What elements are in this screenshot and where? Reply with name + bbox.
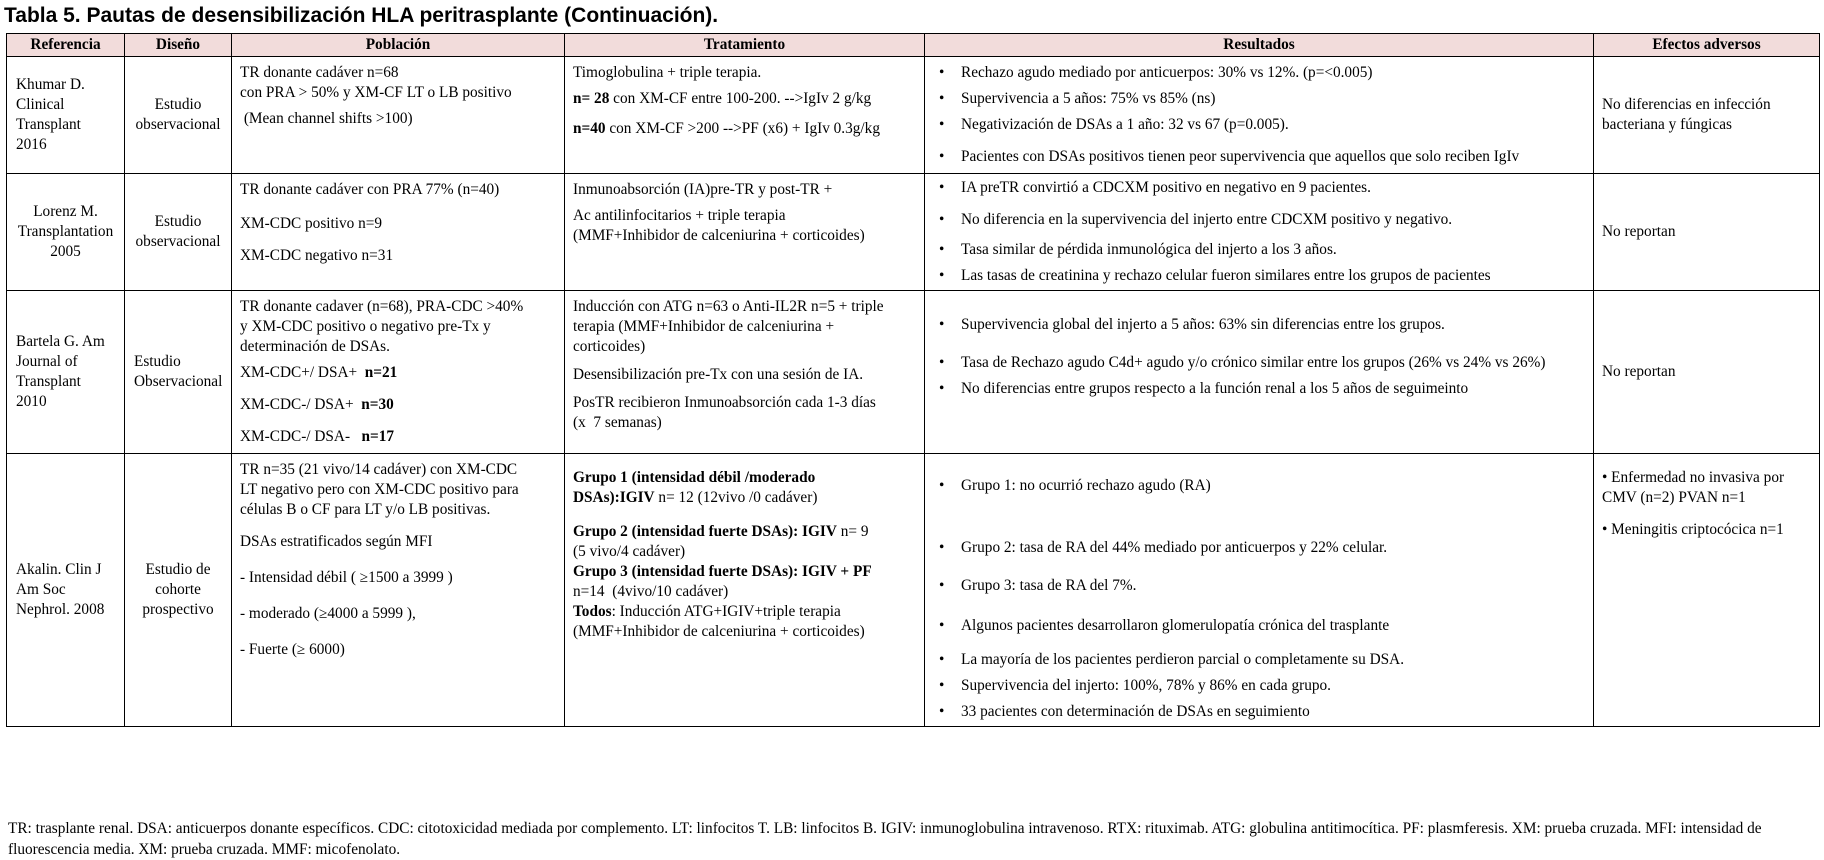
design-line: cohorte	[155, 581, 201, 598]
cell-efectos: No reportan	[1594, 174, 1820, 291]
text-line: Inducción con ATG n=63 o Anti-IL2R n=5 + triple	[573, 298, 884, 315]
text-line: Inmunoabsorción (IA)pre-TR y post-TR +	[573, 181, 833, 198]
text-span: XM-CDC-/ DSA-	[240, 428, 362, 445]
list-item-text: Negativización de DSAs a 1 año: 32 vs 67 (p=0.005).	[961, 116, 1289, 133]
cell-efectos: No diferencias en infección bacteriana y fúngicas	[1594, 57, 1820, 174]
list-item	[937, 538, 1585, 558]
text-line	[573, 522, 916, 542]
bullet-icon: •	[939, 64, 945, 81]
list-item-text: 33 pacientes con determinación de DSAs en seguimiento	[961, 703, 1310, 720]
list-item	[937, 147, 1585, 167]
list-item-text: Supervivencia a 5 años: 75% vs 85% (ns)	[961, 90, 1216, 107]
cell-diseno	[125, 454, 232, 727]
design-line: observacional	[135, 116, 221, 133]
text-line: (5 vivo/4 cadáver)	[573, 543, 686, 560]
cell-referencia	[7, 454, 125, 727]
cell-referencia	[7, 174, 125, 291]
design-line: observacional	[135, 233, 221, 250]
design-line: Observacional	[134, 373, 223, 390]
text-line: (MMF+Inhibidor de calceniurina + corticoides)	[573, 623, 865, 640]
bold-text: Grupo 2 (intensidad fuerte DSAs): IGIV	[573, 523, 837, 540]
bullet-icon: •	[939, 179, 945, 196]
header-diseno: Diseño	[125, 34, 232, 57]
list-item-text: Supervivencia del injerto: 100%, 78% y 86% en cada grupo.	[961, 677, 1331, 694]
bullet-icon: •	[939, 651, 945, 668]
bullet-icon: •	[939, 267, 945, 284]
text-span: con XM-CF entre 100-200. -->IgIv 2 g/kg	[609, 90, 872, 107]
cell-tratamiento	[565, 174, 925, 291]
text-line: LT negativo pero con XM-CDC positivo para	[240, 481, 519, 498]
design-line: Estudio de	[145, 561, 211, 578]
text-line: terapia (MMF+Inhibidor de calceniurina +	[573, 318, 835, 335]
text-line: DSAs estratificados según MFI	[240, 533, 433, 550]
text-line: - Intensidad débil ( ≥1500 a 3999 )	[240, 569, 453, 586]
cell-referencia	[7, 57, 125, 174]
list-item-text: Grupo 3: tasa de RA del 7%.	[961, 577, 1137, 594]
text-line: TR donante cadáver n=68	[240, 64, 399, 81]
list-item	[937, 178, 1585, 198]
bullet-icon: •	[939, 148, 945, 165]
list-item	[937, 379, 1585, 399]
text-line: - moderado (≥4000 a 5999 ),	[240, 605, 416, 622]
ref-line: 2005	[50, 243, 81, 260]
cell-diseno	[125, 291, 232, 454]
bullet-icon: •	[939, 316, 945, 333]
text-line: TR donante cadaver (n=68), PRA-CDC >40%	[240, 298, 524, 315]
bold-text: Grupo 3 (intensidad fuerte DSAs): IGIV + PF	[573, 563, 872, 580]
header-efectos: Efectos adversos	[1594, 34, 1820, 57]
bold-text: n=17	[361, 428, 395, 445]
list-item	[937, 266, 1585, 286]
list-item-text: No diferencias entre grupos respecto a la función renal a los 5 años de seguimeinto	[961, 380, 1469, 397]
design-line: Estudio	[154, 96, 202, 113]
cell-poblacion	[232, 291, 565, 454]
text-line: (Mean channel shifts >100)	[240, 110, 413, 127]
text-span: con XM-CF >200 -->PF (x6) + IgIv 0.3g/kg	[605, 120, 880, 137]
ref-line: Nephrol. 2008	[16, 601, 105, 618]
text-line	[573, 468, 916, 488]
table-row	[7, 454, 1820, 727]
bold-text: Todos	[573, 603, 612, 620]
text-line	[240, 427, 556, 447]
cell-referencia	[7, 291, 125, 454]
bullet-icon: •	[939, 577, 945, 594]
text-line	[240, 395, 556, 415]
cell-resultados	[925, 57, 1594, 174]
ref-line: 2016	[16, 136, 47, 153]
bullet-icon: •	[939, 703, 945, 720]
design-line: Estudio	[154, 213, 202, 230]
bullet-icon: •	[939, 116, 945, 133]
text-line: (x 7 semanas)	[573, 414, 662, 431]
cell-diseno	[125, 57, 232, 174]
ref-line: Clinical	[16, 96, 65, 113]
table-row	[7, 57, 1820, 174]
bullet-icon: •	[939, 90, 945, 107]
bullet-icon: •	[939, 211, 945, 228]
bold-text: Grupo 1 (intensidad débil /moderado	[573, 469, 816, 486]
text-line	[573, 602, 916, 622]
text-line: TR n=35 (21 vivo/14 cadáver) con XM-CDC	[240, 461, 518, 478]
text-line	[573, 488, 916, 508]
design-line: prospectivo	[142, 601, 214, 618]
list-item-text: Supervivencia global del injerto a 5 años: 63% sin diferencias entre los grupos.	[961, 316, 1445, 333]
text-line	[573, 562, 916, 582]
list-item-text: Tasa de Rechazo agudo C4d+ agudo y/o crónico similar entre los grupos (26% vs 24% vs 26%)	[961, 354, 1546, 371]
text-line: (MMF+Inhibidor de calceniurina + corticoides)	[573, 227, 865, 244]
text-span: XM-CDC+/ DSA+	[240, 364, 365, 381]
list-item-text: Las tasas de creatinina y rechazo celular fueron similares entre los grupos de pacientes	[961, 267, 1491, 284]
bullet-icon: •	[939, 380, 945, 397]
header-referencia: Referencia	[7, 34, 125, 57]
text-span: XM-CDC-/ DSA+	[240, 396, 362, 413]
ref-line: Transplantation	[17, 223, 114, 240]
list-item-text: No diferencia en la supervivencia del injerto entre CDCXM positivo y negativo.	[961, 211, 1453, 228]
adverse-effect-item: • Meningitis criptocócica n=1	[1602, 521, 1784, 538]
list-item	[937, 476, 1585, 496]
bold-text: n=40	[573, 120, 606, 137]
table-footnote: TR: trasplante renal. DSA: anticuerpos donante específicos. CDC: citotoxicidad mediada por complemento. LT: linfocitos T. LB: linfocitos B. IGIV: inmunoglobulina intravenoso. RTX: rituximab. ATG: globulina antitimocítica. PF: plasmferesis. XM: prueba cruzada. MFI: intensidad de fluorescencia media. XM: prueba cruzada. MMF: micofenolato.	[8, 820, 1762, 858]
cell-resultados	[925, 174, 1594, 291]
list-item-text: IA preTR convirtió a CDCXM positivo en negativo en 9 pacientes.	[961, 179, 1371, 196]
ref-line: 2010	[16, 393, 47, 410]
cell-diseno	[125, 174, 232, 291]
bold-text: DSAs):IGIV	[573, 489, 655, 506]
list-item	[937, 315, 1585, 335]
text-line	[240, 363, 556, 383]
cell-tratamiento	[565, 57, 925, 174]
text-line: XM-CDC negativo n=31	[240, 247, 394, 264]
table-row	[7, 174, 1820, 291]
bullet-icon: •	[939, 477, 945, 494]
text-line	[573, 89, 916, 109]
bold-text: n=21	[364, 364, 398, 381]
bullet-icon: •	[939, 617, 945, 634]
ref-line: Transplant	[16, 116, 81, 133]
list-item	[937, 89, 1585, 109]
text-span: n= 12 (12vivo /0 cadáver)	[654, 489, 818, 506]
list-item	[937, 210, 1585, 230]
list-item	[937, 616, 1585, 636]
text-line: y XM-CDC positivo o negativo pre-Tx y	[240, 318, 491, 335]
text-line: TR donante cadáver con PRA 77% (n=40)	[240, 181, 500, 198]
header-resultados: Resultados	[925, 34, 1594, 57]
text-line: células B o CF para LT y/o LB positivas.	[240, 501, 491, 518]
list-item	[937, 702, 1585, 722]
adverse-effect-item: • Enfermedad no invasiva por CMV (n=2) PVAN n=1	[1602, 469, 1785, 506]
cell-resultados	[925, 291, 1594, 454]
cell-resultados	[925, 454, 1594, 727]
list-item	[937, 240, 1585, 260]
text-line: corticoides)	[573, 338, 646, 355]
text-line	[573, 119, 916, 139]
text-line: Timoglobulina + triple terapia.	[573, 64, 762, 81]
ref-line: Bartela G. Am	[16, 333, 105, 350]
header-tratamiento: Tratamiento	[565, 34, 925, 57]
desensitization-table	[6, 33, 1820, 727]
list-item-text: Grupo 1: no ocurrió rechazo agudo (RA)	[961, 477, 1211, 494]
cell-tratamiento	[565, 291, 925, 454]
list-item	[937, 353, 1585, 373]
cell-poblacion	[232, 454, 565, 727]
list-item-text: Tasa similar de pérdida inmunológica del injerto a los 3 años.	[961, 241, 1337, 258]
list-item	[937, 650, 1585, 670]
cell-efectos	[1594, 454, 1820, 727]
text-line: con PRA > 50% y XM-CF LT o LB positivo	[240, 84, 512, 101]
text-line: XM-CDC positivo n=9	[240, 215, 383, 232]
list-item-text: Rechazo agudo mediado por anticuerpos: 30% vs 12%. (p=<0.005)	[961, 64, 1373, 81]
text-line: determinación de DSAs.	[240, 338, 390, 355]
ref-line: Am Soc	[16, 581, 66, 598]
ref-line: Lorenz M.	[33, 203, 98, 220]
header-row	[7, 34, 1820, 57]
bullet-icon: •	[939, 677, 945, 694]
cell-poblacion	[232, 174, 565, 291]
text-line: Ac antilinfocitarios + triple terapia	[573, 207, 786, 224]
bullet-icon: •	[939, 539, 945, 556]
design-line: Estudio	[134, 353, 181, 370]
text-span: : Inducción ATG+IGIV+triple terapia	[611, 603, 841, 620]
list-item-text: La mayoría de los pacientes perdieron parcial o completamente su DSA.	[961, 651, 1405, 668]
bold-text: n=30	[361, 396, 394, 413]
ref-line: Journal of	[16, 353, 78, 370]
text-line: n=14 (4vivo/10 cadáver)	[573, 583, 729, 600]
ref-line: Khumar D.	[16, 76, 85, 93]
bullet-icon: •	[939, 354, 945, 371]
list-item	[937, 676, 1585, 696]
table-row	[7, 291, 1820, 454]
table-title: Tabla 5. Pautas de desensibilización HLA peritrasplante (Continuación).	[4, 4, 719, 27]
list-item-text: Grupo 2: tasa de RA del 44% mediado por anticuerpos y 22% celular.	[961, 539, 1388, 556]
header-poblacion: Población	[232, 34, 565, 57]
list-item	[937, 115, 1585, 135]
ref-line: Akalin. Clin J	[16, 561, 102, 578]
text-span: n= 9	[836, 523, 869, 540]
cell-tratamiento	[565, 454, 925, 727]
bold-text: n= 28	[573, 90, 610, 107]
cell-efectos: No reportan	[1594, 291, 1820, 454]
list-item	[937, 576, 1585, 596]
list-item-text: Algunos pacientes desarrollaron glomerulopatía crónica del trasplante	[961, 617, 1390, 634]
list-item-text: Pacientes con DSAs positivos tienen peor supervivencia que aquellos que solo reciben IgIv	[961, 148, 1520, 165]
cell-poblacion	[232, 57, 565, 174]
text-line: Desensibilización pre-Tx con una sesión de IA.	[573, 366, 864, 383]
text-line: - Fuerte (≥ 6000)	[240, 641, 345, 658]
list-item	[937, 63, 1585, 83]
bullet-icon: •	[939, 241, 945, 258]
ref-line: Transplant	[16, 373, 81, 390]
text-line: PosTR recibieron Inmunoabsorción cada 1-3 días	[573, 394, 876, 411]
